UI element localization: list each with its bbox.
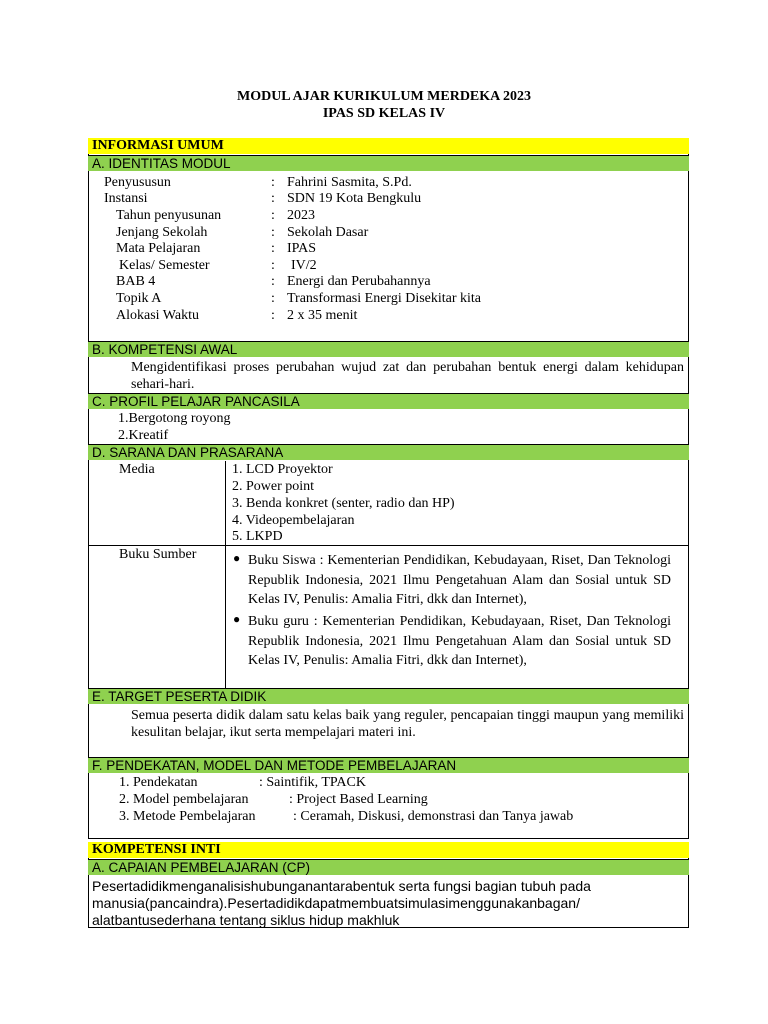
identitas-value-topik: Transformasi Energi Disekitar kita — [287, 291, 482, 306]
buku-siswa-item: Buku Siswa : Kementerian Pendidikan, Kebudayaan, Riset, Dan Teknologi Republik Indonesia, 2021 Ilmu Pengetahuan Alam dan Sosial untuk SD Kelas IV, Penulis: Amalia Fitri, dkk dan Internet), — [248, 553, 671, 607]
identitas-label-kelas: Kelas/ Semester — [119, 258, 210, 273]
identitas-separator: : — [271, 175, 275, 190]
identitas-label-instansi: Instansi — [104, 191, 148, 206]
identitas-separator: : — [271, 258, 275, 273]
section-identitas-modul: A. IDENTITAS MODUL — [88, 155, 689, 171]
identitas-label-mapel: Mata Pelajaran — [116, 241, 201, 256]
target-text: Semua peserta didik dalam satu kelas baik yang reguler, pencapaian tinggi maupun yang memiliki kesulitan belajar, ikut serta mempelajari materi ini. — [131, 708, 684, 740]
identitas-value-mapel: IPAS — [287, 241, 317, 256]
identitas-separator: : — [271, 291, 275, 306]
section-pendekatan: F. PENDEKATAN, MODEL DAN METODE PEMBELAJARAN — [88, 757, 689, 773]
sarana-row-divider — [88, 545, 689, 546]
identitas-value-penyusun: Fahrini Sasmita, S.Pd. — [287, 175, 412, 190]
media-item: 3. Benda konkret (senter, radio dan HP) — [232, 496, 455, 511]
section-capaian-pembelajaran: A. CAPAIAN PEMBELAJARAN (CP) — [88, 859, 689, 875]
identitas-value-instansi: SDN 19 Kota Bengkulu — [287, 191, 422, 206]
identitas-value-kelas: IV/2 — [291, 258, 317, 273]
identitas-value-tahun: 2023 — [287, 208, 315, 223]
buku-guru-item: Buku guru : Kementerian Pendidikan, Kebudayaan, Riset, Dan Teknologi Republik Indonesia, 2021 Ilmu Pengetahuan Alam dan Sosial untuk SD Kelas IV, Penulis: Amalia Fitri, dkk dan Internet), — [248, 614, 671, 668]
section-target-peserta-didik: E. TARGET PESERTA DIDIK — [88, 688, 689, 704]
media-item: 4. Videopembelajaran — [232, 513, 355, 528]
document-subtitle: IPAS SD KELAS IV — [322, 106, 446, 121]
media-item: 2. Power point — [232, 479, 315, 494]
identitas-label-tahun: Tahun penyusunan — [116, 208, 222, 223]
media-label: Media — [119, 462, 155, 477]
identitas-value-alokasi: 2 x 35 menit — [287, 308, 358, 323]
section-informasi-umum: INFORMASI UMUM — [88, 138, 689, 154]
identitas-value-jenjang: Sekolah Dasar — [287, 225, 369, 240]
section-sarana-prasarana: D. SARANA DAN PRASARANA — [88, 444, 689, 460]
bullet-icon: ● — [233, 612, 241, 626]
identitas-separator: : — [271, 241, 275, 256]
section-profil-pelajar: C. PROFIL PELAJAR PANCASILA — [88, 393, 689, 409]
pendekatan-value: : Ceramah, Diskusi, demonstrasi dan Tanya jawab — [293, 809, 574, 824]
identitas-separator: : — [271, 274, 275, 289]
media-item: 5. LKPD — [232, 529, 283, 544]
capaian-pembelajaran-text: Pesertadidikmenganalisishubunganantarabentuk serta fungsi bagian tubuh pada manusia(pancaindra).Pesertadidikdapatmembuatsimulasimenggunakanbagan/ alatbantusederhana tentang siklus hidup makhluk — [92, 878, 591, 928]
identitas-value-bab: Energi dan Perubahannya — [287, 274, 431, 289]
pendekatan-label: 3. Metode Pembelajaran — [119, 809, 256, 824]
section-kompetensi-awal: B. KOMPETENSI AWAL — [88, 341, 689, 357]
profil-item: 1.Bergotong royong — [118, 411, 231, 426]
identitas-label-jenjang: Jenjang Sekolah — [116, 225, 208, 240]
pendekatan-label: 2. Model pembelajaran — [119, 792, 249, 807]
identitas-label-penyusun: Penyususun — [104, 175, 171, 190]
identitas-label-topik: Topik A — [116, 291, 162, 306]
document-title: MODUL AJAR KURIKULUM MERDEKA 2023 — [236, 89, 531, 104]
identitas-label-bab: BAB 4 — [116, 274, 156, 289]
pendekatan-value: : Saintifik, TPACK — [259, 775, 366, 790]
buku-sumber-label: Buku Sumber — [119, 547, 197, 562]
pendekatan-label: 1. Pendekatan — [119, 775, 198, 790]
identitas-separator: : — [271, 225, 275, 240]
identitas-separator: : — [271, 308, 275, 323]
bullet-icon: ● — [233, 551, 241, 565]
profil-item: 2.Kreatif — [118, 428, 169, 443]
kompetensi-awal-text: Mengidentifikasi proses perubahan wujud zat dan perubahan bentuk energi dalam kehidupan sehari-hari. — [131, 360, 684, 392]
section-kompetensi-inti: KOMPETENSI INTI — [88, 842, 689, 858]
media-item: 1. LCD Proyektor — [232, 462, 333, 477]
identitas-label-alokasi: Alokasi Waktu — [116, 308, 199, 323]
pendekatan-value: : Project Based Learning — [289, 792, 428, 807]
identitas-separator: : — [271, 191, 275, 206]
identitas-separator: : — [271, 208, 275, 223]
sarana-column-divider — [225, 461, 226, 688]
